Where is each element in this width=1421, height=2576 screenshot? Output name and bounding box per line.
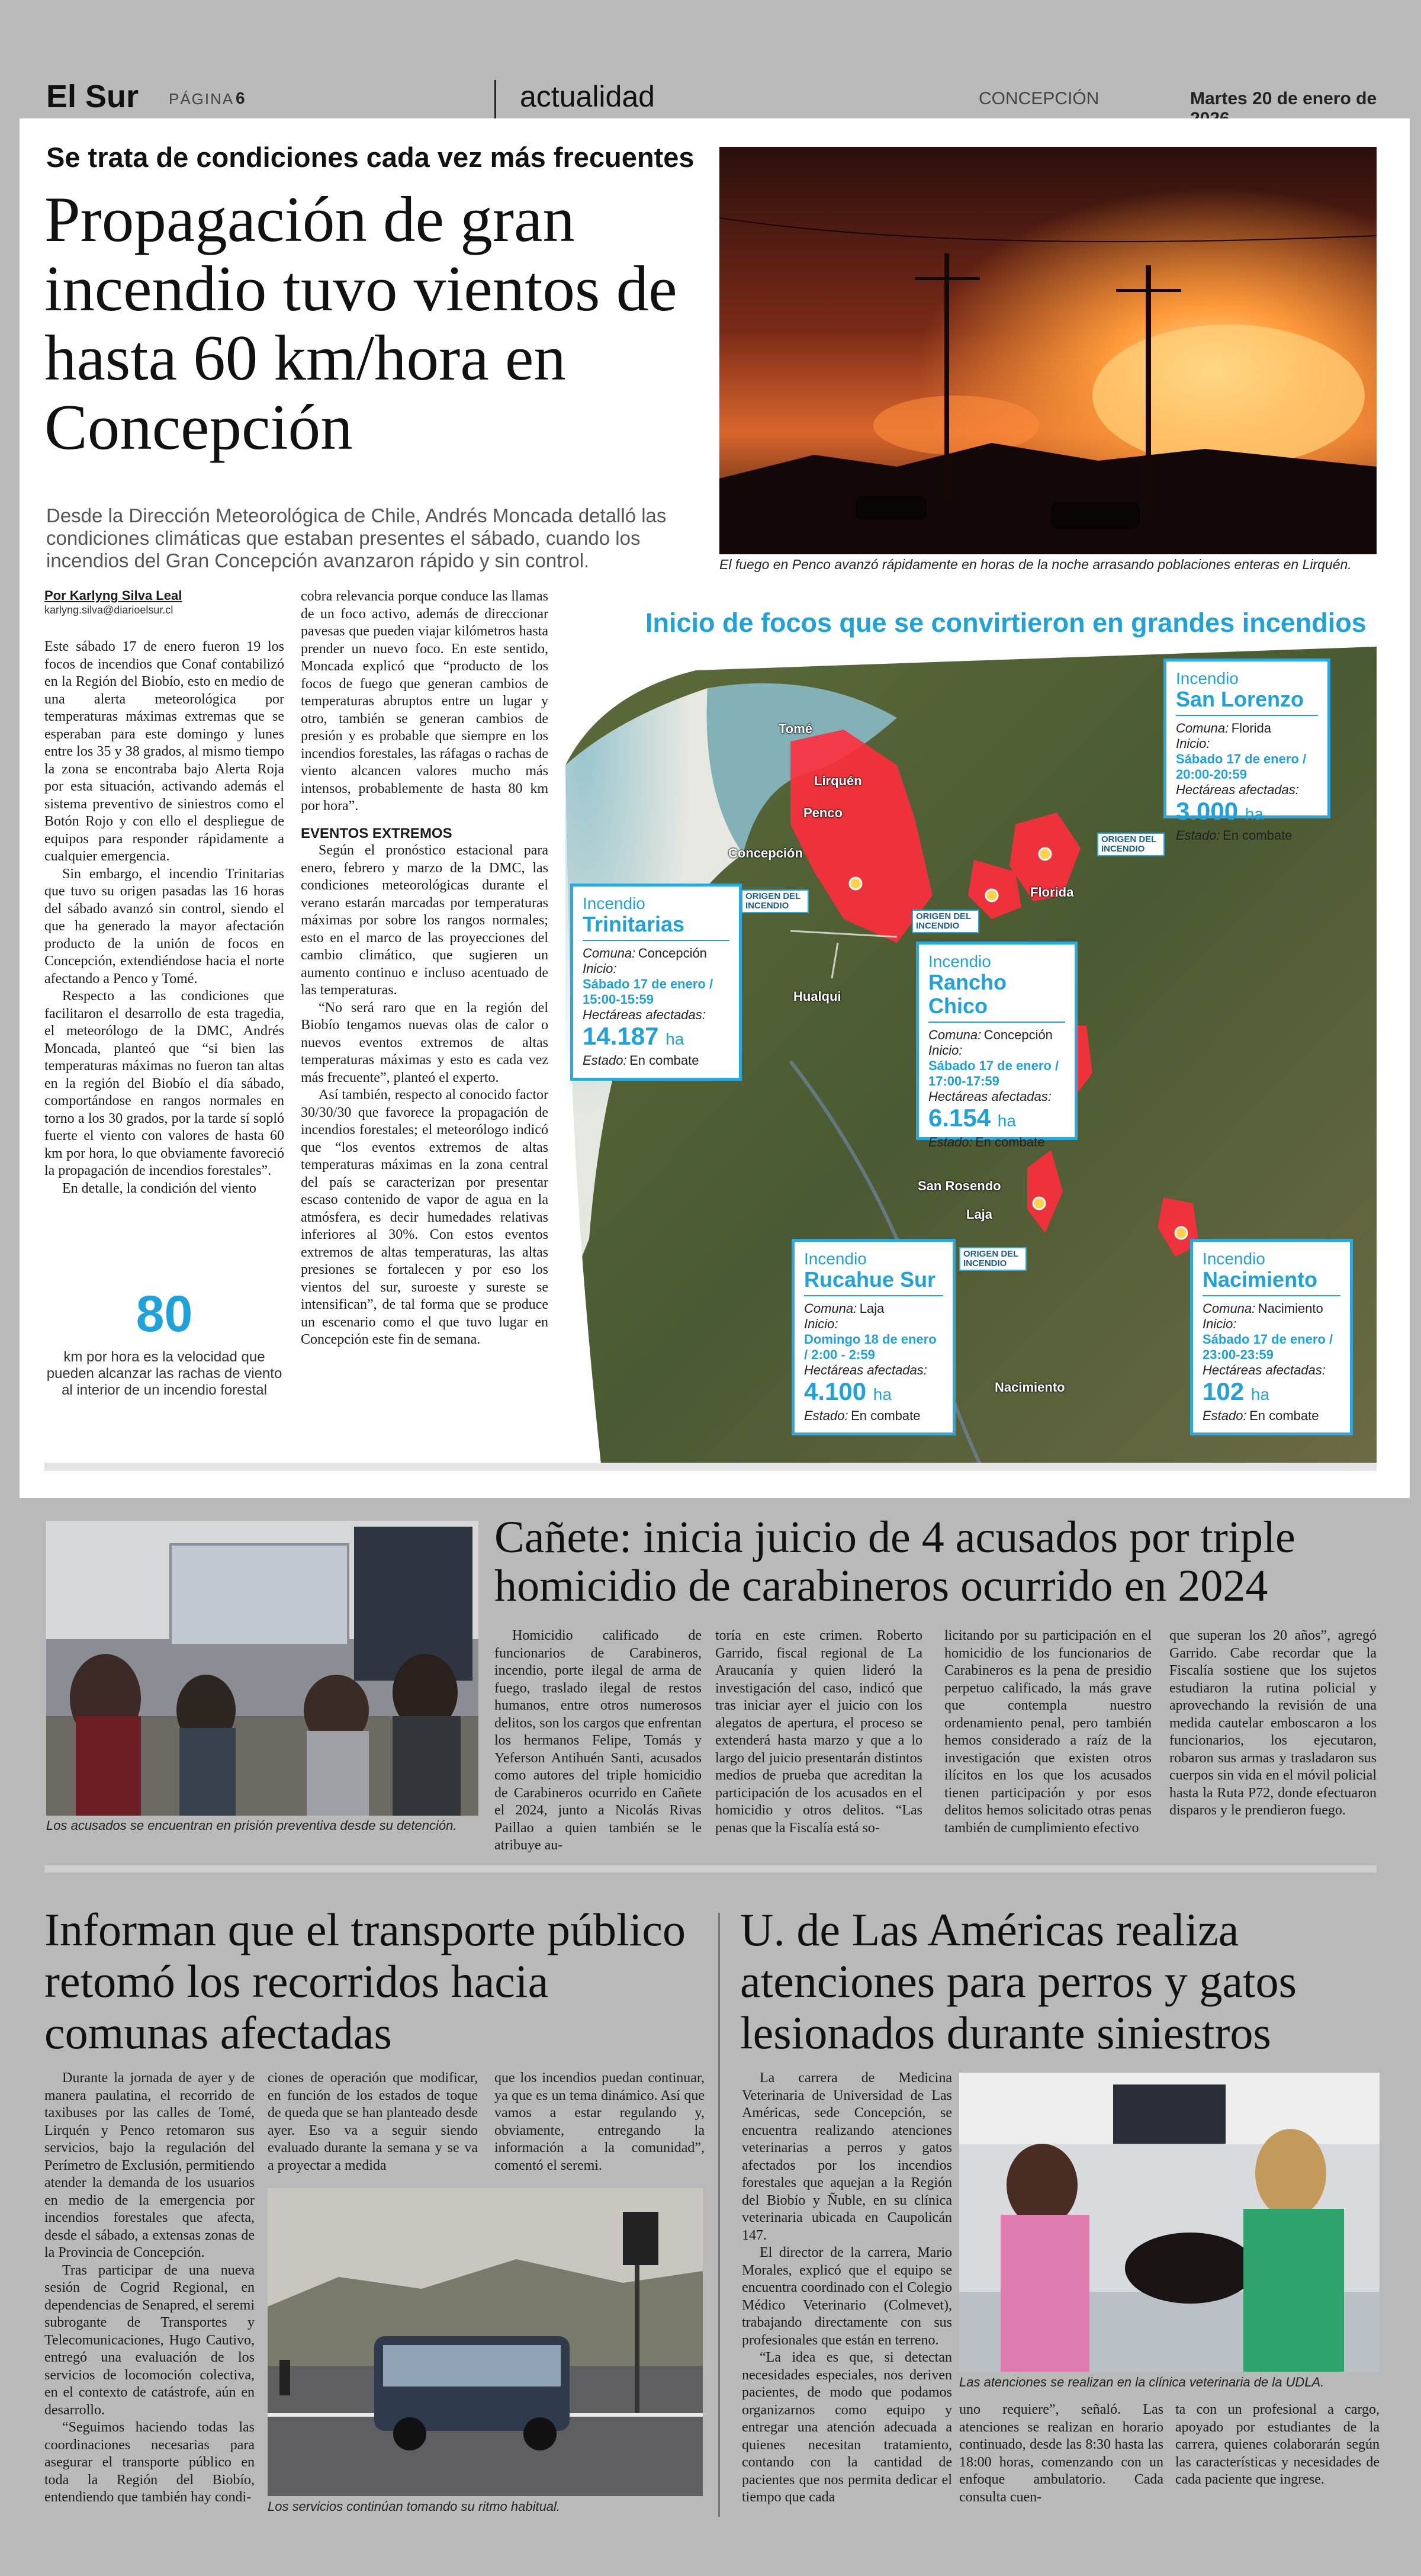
udla-c1-p2: El director de la carrera, Mario Morales, explicó que el equipo se encuentra coordinado con el Colegio Médico Veterinario (Colmevet), trabajando directamente con sus profesionales que están en terreno. — [742, 2245, 952, 2348]
place-hualqui: Hualqui — [793, 989, 841, 1004]
transporte-col-3 — [494, 2070, 705, 2174]
byline: Por Karlyng Silva Leal — [44, 588, 182, 603]
main-deck: Desde la Dirección Meteorológica de Chile, Andrés Moncada detalló las condiciones climáticas que estaban presentes el sábado, cuando los incendios del Gran Concepción avanzaron rápido y sin control. — [46, 505, 667, 571]
main-c1-p4: En detalle, la condición del viento — [62, 1180, 256, 1196]
fire-prefix: Incendio — [1176, 669, 1239, 688]
transporte-headline: Informan que el transporte público retomó los recorridos hacia comunas afectadas — [44, 1904, 686, 2058]
section-rule — [44, 1865, 1377, 1872]
commune-value: Concepción — [983, 1027, 1053, 1042]
transporte-c1-p2: Tras participar de una nueva sesión de Cogrid Regional, en dependencias de Senapred, el seremi subrogante de Transportes y Telecomunicaciones, Hugo Cautivo, entregó una evaluación de los servicios de locomoción colectiva, en el contexto de catástrofe, aún en desarrollo. — [44, 2262, 255, 2418]
start-label: Inicio: — [804, 1316, 838, 1331]
start-label: Inicio: — [583, 961, 617, 976]
byline-email: karlyng.silva@diarioelsur.cl — [44, 604, 173, 616]
hectares-label: Hectáreas afectadas: — [583, 1007, 706, 1022]
vet-photo — [959, 2073, 1380, 2372]
main-c1-p1: Este sábado 17 de enero fueron 19 los focos de incendios que Conaf contabilizó en la Región del Biobío, esto en medio de una alerta meteorológica por temperaturas máximas extremas que se esperaban para este domingo y lunes entre los 35 y 38 grados, al mismo tiempo la zona se encontraba bajo Alerta Roja por esta situación, activando además el sistema preventivo de siniestros como el Botón Rojo y con ello el despliegue de equipos para responder rápidamente a cualquier emergencia. — [44, 639, 284, 864]
udla-c1-p3: “La idea es que, si detectan necesidades especiales, nos deriven pacientes, de modo que podamos organizarnos como equipo y entregar una atención adecuada a quienes necesitan tratamiento, contando con la cantidad de pacientes que nos permita dedicar el tiempo que cada — [742, 2350, 952, 2505]
start-value: Sábado 17 de enero / 17:00-17:59 — [928, 1058, 1059, 1088]
hectares-unit: ha — [997, 1112, 1016, 1130]
state-value: En combate — [1249, 1408, 1319, 1423]
hectares-unit: ha — [873, 1385, 892, 1403]
udla-c2: uno requiere”, señaló. Las atenciones se realizan en horario continuado, desde las 8:30 hasta las 18:00 horas, comenzando con un enfoque ambulatorio. Cada consulta cuen- — [959, 2402, 1163, 2505]
hectares-value: 6.154 — [928, 1104, 991, 1132]
commune-label: Comuna: — [804, 1301, 857, 1316]
udla-c3: ta con un profesional a cargo, apoyado por estudiantes de la carrera, quienes colaborarán según las características y necesidades de cada paciente que ingrese. — [1175, 2402, 1380, 2487]
hectares-value: 102 — [1203, 1377, 1245, 1405]
hectares-value: 4.100 — [804, 1377, 867, 1405]
fire-box-rucahue-sur — [792, 1239, 956, 1435]
origin-tag-rancho-chico: ORIGEN DEL INCENDIO — [912, 910, 979, 933]
transporte-c3: que los incendios puedan continuar, ya que es un tema dinámico. Así que vamos a estar regulando y, obviamente, entregando la información a la comunidad”, comentó el seremi. — [494, 2070, 705, 2173]
start-value: Sábado 17 de enero / 15:00-15:59 — [583, 977, 713, 1007]
state-label: Estado: — [804, 1408, 848, 1423]
udla-col-2 — [959, 2401, 1163, 2506]
main-c2-p2: Según el pronóstico estacional para enero, febrero y marzo de la DMC, las condiciones meteorológicas durante el verano estarán marcadas por temperaturas máximas por sobre los rangos normales; esto en el marco de las proyecciones del cambio climático, que sugieren un aumento continuo e incluso acentuado de las temperaturas. — [301, 843, 548, 998]
hectares-unit: ha — [1245, 805, 1264, 823]
fire-name: Trinitarias — [583, 913, 729, 941]
canete-c4: que superan los 20 años”, agregó Garrido. Cabe recordar que la Fiscalía sostiene que los sujetos estudiaron la rutina policial y aprovechando la revisión de una medida cautelar emboscaron a los funcionarios, los ejecutaron, robaron sus armas y trasladaron sus cuerpos sin vida en el móvil policial hasta la Ruta P72, donde efectuaron disparos y le prendieron fuego. — [1169, 1628, 1377, 1818]
canete-caption: Los acusados se encuentran en prisión preventiva desde su detención. — [46, 1818, 457, 1833]
main-kicker: Se trata de condiciones cada vez más frecuentes — [46, 142, 695, 173]
fire-prefix: Incendio — [928, 952, 991, 971]
place-san-rosendo: San Rosendo — [918, 1178, 1001, 1193]
page-label: PÁGINA — [169, 90, 234, 108]
transporte-col-1 — [44, 2070, 255, 2507]
main-column-1 — [44, 638, 284, 1197]
commune-label: Comuna: — [1203, 1301, 1256, 1316]
main-c1-p2: Sin embargo, el incendio Trinitarias que tuvo su origen pasadas las 16 horas del sábado avanzó sin control, siendo el que ha generado la mayor afectación producto de la unión de focos en Concepción, extendiéndose hacia el norte afectando a Penco y Tomé. — [44, 866, 284, 987]
fire-prefix: Incendio — [1203, 1250, 1265, 1268]
origin-tag-san-lorenzo: ORIGEN DEL INCENDIO — [1097, 833, 1165, 856]
fire-box-san-lorenzo — [1163, 659, 1330, 843]
date-label: Martes 20 de enero de — [1190, 89, 1377, 108]
city-label: CONCEPCIÓN — [979, 89, 1099, 108]
state-label: Estado: — [1176, 828, 1220, 843]
main-subhead: EVENTOS EXTREMOS — [301, 825, 452, 841]
canete-c3: licitando por su participación en el homicidio de los funcionarios de Carabineros es la pena de presidio perpetuo calificado, la más grave que contempla nuestro ordenamiento penal, pero también hemos considerado a raíz de la investigación que existen otros ilícitos en los que los acusados tienen participación y por esos delitos hemos solicitado otras penas también de cumplimiento efectivo — [944, 1628, 1152, 1836]
fire-box-trinitarias — [570, 884, 742, 1081]
place-concepcion: Concepción — [728, 846, 803, 860]
commune-value: Concepción — [638, 946, 707, 961]
main-c2-p1: cobra relevancia porque conduce las llamas de un foco activo, además de direccionar pavesas que pueden viajar kilómetros hasta prender un nuevo foco. En este sentido, Moncada explicó que “producto de los focos de fuego que generan cambios de temperaturas abruptos entre un lugar y otro, también se generan cambios de presión y es probable que siempre en los incendios forestales, las ráfagas o rachas de viento alcancen valores mucho más intensos, probablemente de hasta 80 km por hora”. — [301, 589, 548, 814]
hectares-label: Hectáreas afectadas: — [1176, 782, 1299, 797]
main-c2-p4: Así también, respecto al conocido factor 30/30/30 que favorece la propagación de incendios forestales; el meteorólogo indicó que “los eventos extremos de altas temperaturas máximas en la zona central del país se caracterizan por presentar escaso contenido de vapor de agua en la atmósfera, es decir humedades relativas inferiores al 30%. Con estos eventos extremos de altas temperaturas, las altas presiones se fortalecen y por eso los vientos del sur, suroeste y sureste se intensifican”, de tal forma que se produce un escenario como el que tuvo lugar en Concepción este fin de semana. — [301, 1087, 548, 1347]
transporte-col-2 — [268, 2070, 478, 2174]
fire-box-nacimiento — [1190, 1239, 1353, 1435]
place-florida: Florida — [1030, 885, 1074, 900]
commune-value: Laja — [859, 1301, 885, 1316]
map-title: Inicio de focos que se convirtieron en grandes incendios — [645, 608, 1367, 638]
state-label: Estado: — [928, 1135, 973, 1149]
canete-photo — [46, 1521, 478, 1816]
masthead — [0, 0, 1421, 118]
state-value: En combate — [851, 1408, 921, 1423]
fire-box-rancho-chico — [916, 942, 1078, 1149]
commune-value: Florida — [1231, 721, 1271, 735]
start-value: Sábado 17 de enero / 20:00-20:59 — [1176, 751, 1307, 782]
start-value: Domingo 18 de enero / 2:00 - 2:59 — [804, 1332, 937, 1362]
canete-c2: toría en este crimen. Roberto Garrido, fiscal regional de La Araucanía y quien lideró la investigación del caso, indicó que tras iniciar ayer el juicio con los alegatos de apertura, el proceso se extenderá hasta marzo y que a lo largo del juicio presentarán distintos medios de prueba que acreditan la participación de los acusados en el homicidio y otros delitos. “Las penas que la Fiscalía está so- — [715, 1628, 922, 1836]
masthead-divider — [494, 80, 496, 119]
canete-col-3 — [944, 1627, 1152, 1837]
start-label: Inicio: — [1203, 1316, 1237, 1331]
stat-value: 80 — [136, 1286, 193, 1342]
vertical-rule — [718, 1913, 720, 2517]
hectares-label: Hectáreas afectadas: — [1203, 1363, 1326, 1377]
fire-photo — [719, 147, 1377, 554]
transporte-c2: ciones de operación que modificar, en función de los estados de toque de queda que se han planteado desde ayer. Eso va a seguir siendo evaluado durante la semana y se va a proyectar a medida — [268, 2070, 478, 2173]
fire-prefix: Incendio — [583, 894, 645, 913]
fire-name: Nacimiento — [1203, 1268, 1340, 1296]
page-number: 6 — [236, 89, 245, 107]
state-label: Estado: — [1203, 1408, 1247, 1423]
place-laja: Laja — [966, 1207, 993, 1222]
hectares-label: Hectáreas afectadas: — [804, 1363, 927, 1377]
hectares-label: Hectáreas afectadas: — [928, 1089, 1052, 1104]
paper-name: El Sur — [46, 79, 139, 114]
origin-tag-trinitarias: ORIGEN DEL INCENDIO — [741, 889, 809, 913]
place-tome: Tomé — [779, 721, 813, 736]
start-value: Sábado 17 de enero / 23:00-23:59 — [1203, 1332, 1333, 1362]
commune-label: Comuna: — [1176, 721, 1229, 735]
fire-photo-caption: El fuego en Penco avanzó rápidamente en horas de la noche arrasando poblaciones enteras en Lirquén. — [719, 557, 1352, 572]
section-name: actualidad — [520, 80, 655, 113]
commune-label: Comuna: — [928, 1027, 982, 1042]
transporte-c1-p1: Durante la jornada de ayer y de manera paulatina, el recorrido de taxibuses por las calles de Tomé, Lirquén y Penco retomaron sus servicios, bajo la regulación del Perímetro de Exclusión, permitiendo atender la demanda de los usuarios en medio de la emergencia por incendios forestales que afecta, desde el sábado, a extensas zonas de la Provincia de Concepción. — [44, 2070, 255, 2260]
state-value: En combate — [975, 1135, 1045, 1149]
state-value: En combate — [1223, 828, 1293, 843]
main-c1-p3: Respecto a las condiciones que facilitaron el desarrollo de esta tragedia, el meteorólogo de la DMC, Andrés Moncada, planteó que “si bien las temperaturas máximas no fueron tan altas en la región del Biobío el día sábado, comportándose en rangos normales en torno a los 30 grados, por la tarde sí sopló fuerte el viento con valores de hasta 60 km por hora, lo que obviamente favoreció la propagación de incendios forestales”. — [44, 988, 284, 1178]
canete-c1: Homicidio calificado de funcionarios de Carabineros, incendio, porte ilegal de arma de fuego, traslado ilegal de restos humanos, entre otros numerosos delitos, son los cargos que enfrentan los hermanos Felipe, Tomás y Yeferson Antihuén Santi, acusados como autores del triple homicidio de Carabineros ocurrido en Cañete el 2024, junto a Nicolás Rivas Paillao a quien también se le atribuye au- — [494, 1628, 702, 1853]
place-penco: Penco — [803, 805, 843, 820]
place-lirquen: Lirquén — [814, 773, 862, 788]
start-label: Inicio: — [1176, 736, 1210, 751]
canete-col-1 — [494, 1627, 702, 1855]
bus-photo — [268, 2188, 703, 2496]
hectares-value: 14.187 — [583, 1022, 659, 1050]
main-c2-p3: “No será raro que en la región del Biobío tengamos nuevas olas de calor o nuevos eventos extremos de altas temperaturas máximas y esto es cada vez más frecuente”, planteó el experto. — [301, 1000, 548, 1085]
commune-label: Comuna: — [583, 946, 636, 961]
fire-name: Rancho Chico — [928, 971, 1065, 1023]
main-column-2 — [301, 588, 548, 1349]
place-nacimiento: Nacimiento — [995, 1380, 1065, 1395]
vet-caption: Las atenciones se realizan en la clínica veterinaria de la UDLA. — [959, 2375, 1324, 2389]
fire-prefix: Incendio — [804, 1250, 867, 1268]
bus-caption: Los servicios continúan tomando su ritmo habitual. — [268, 2499, 561, 2514]
hectares-unit: ha — [1250, 1385, 1269, 1403]
main-headline: Propagación de gran incendio tuvo vientos de hasta 60 km/hora en Concepción — [44, 184, 677, 463]
state-value: En combate — [629, 1053, 699, 1068]
canete-headline: Cañete: inicia juicio de 4 acusados por triple homicidio de carabineros ocurrido en 2024 — [494, 1512, 1295, 1611]
udla-c1-p1: La carrera de Medicina Veterinaria de Universidad de Las Américas, sede Concepción, se encuentra realizando atenciones veterinarias a perros y gatos afectados por los incendios forestales que aquejan a la Región del Biobío y Ñuble, en su clínica veterinaria ubicada en Caupolicán 147. — [742, 2070, 952, 2243]
start-label: Inicio: — [928, 1043, 963, 1058]
hectares-unit: ha — [666, 1030, 684, 1048]
panel-bottom-rule — [44, 1463, 1377, 1471]
fire-name: San Lorenzo — [1176, 688, 1318, 716]
udla-col-3 — [1175, 2401, 1380, 2489]
udla-headline: U. de Las Américas realiza atenciones para perros y gatos lesionados durante siniestros — [740, 1904, 1297, 2058]
canete-col-2 — [715, 1627, 922, 1837]
udla-col-1 — [742, 2070, 952, 2507]
origin-tag-rucahue: ORIGEN DEL INCENDIO — [959, 1247, 1027, 1271]
stat-text: km por hora es la velocidad que pueden alcanzar las rachas de viento al interior de un incendio forestal — [46, 1349, 282, 1398]
canete-col-4 — [1169, 1627, 1377, 1820]
commune-value: Nacimiento — [1258, 1301, 1323, 1316]
hectares-value: 3.000 — [1176, 797, 1239, 825]
fire-name: Rucahue Sur — [804, 1268, 943, 1296]
state-label: Estado: — [583, 1053, 627, 1068]
transporte-c1-p3: “Seguimos haciendo todas las coordinaciones necesarias para asegurar el transporte público en toda la Región del Biobío, entendiendo que también hay condi- — [44, 2420, 255, 2505]
